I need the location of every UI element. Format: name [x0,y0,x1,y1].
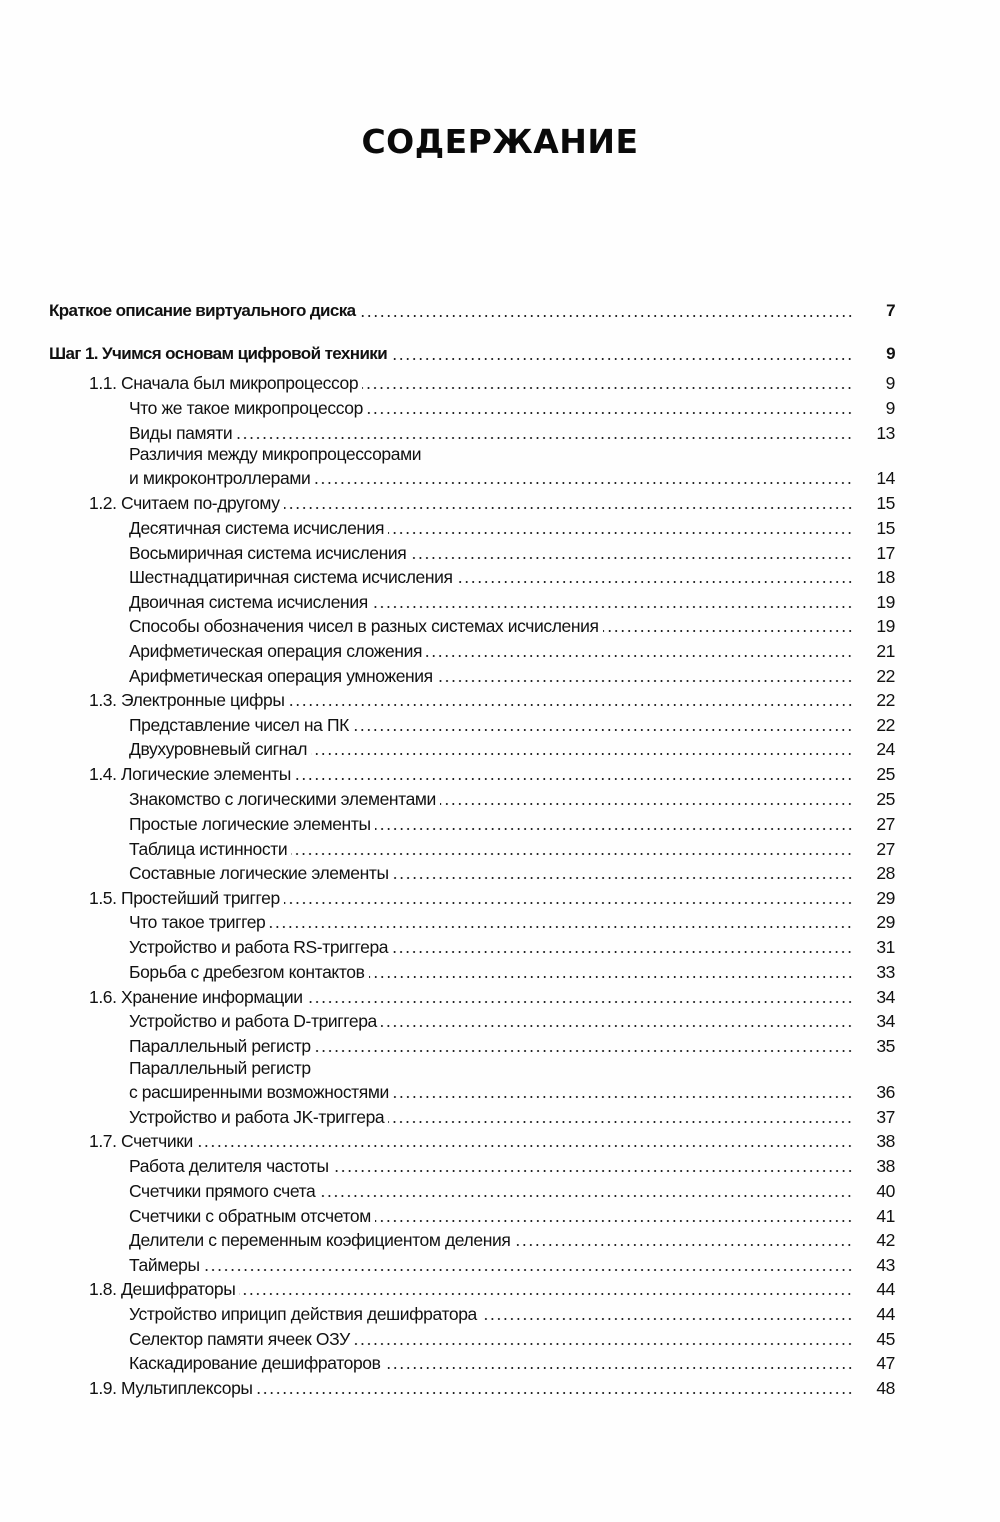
toc-entry-page-number: 9 [886,344,895,363]
toc-entry-label: Виды памяти [129,423,233,443]
toc-subsection-entry[interactable] [49,860,895,884]
toc-entry-label: Простые логические элементы [129,814,371,834]
toc-subsection-entry[interactable] [49,909,895,933]
toc-section-entry[interactable] [49,984,895,1008]
toc-entry-page-number: 29 [876,888,895,908]
toc-entry-page-number: 41 [876,1206,895,1226]
toc-subsection-entry[interactable] [49,1178,895,1202]
toc-subsection-entry[interactable] [49,1203,895,1227]
dot-leader [360,315,853,317]
toc-entry-page-number: 18 [876,567,895,587]
dot-leader [257,1392,853,1394]
toc-entry-page-number: 13 [876,423,895,443]
toc-entry-label: Устройство и работа JK-триггера [129,1107,385,1127]
toc-entry-page-number: 31 [876,937,895,957]
toc-subsection-entry[interactable] [49,736,895,760]
toc-entry-page-number: 45 [876,1329,895,1349]
toc-section-entry[interactable] [49,687,895,711]
toc-entry-label: Шестнадцатиричная система исчисления [129,567,453,587]
toc-section-entry[interactable] [49,1128,895,1152]
toc-entry-label: Шаг 1. Учимся основам цифровой техники [49,344,388,363]
dot-leader [284,507,853,509]
toc-entry-label: и микроконтроллерами [129,468,311,488]
toc-subsection-entry[interactable] [49,1033,895,1057]
toc-entry-label: Что такое триггер [129,912,266,932]
toc-entry-label: 1.1. Сначала был микропроцессор [89,373,359,393]
toc-entry-label: Знакомство с логическими элементами [129,789,436,809]
dot-leader [369,976,853,978]
toc-entry-page-number: 9 [885,398,895,418]
dot-leader [372,606,853,608]
toc-entry-label: 1.8. Дешифраторы [89,1279,236,1299]
dot-leader [319,1195,853,1197]
toc-entry-label: 1.9. Мультиплексоры [89,1378,253,1398]
toc-entry-page-number: 48 [876,1378,895,1398]
dot-leader [295,778,853,780]
dot-leader [375,828,853,830]
toc-entry-page-number: 40 [876,1181,895,1201]
dot-leader [269,926,853,928]
toc-entry-page-number: 9 [885,373,895,393]
dot-leader [367,412,853,414]
dot-leader [385,1367,853,1369]
dot-leader [393,877,853,879]
toc-entry-page-number: 38 [876,1156,895,1176]
dot-leader [437,680,853,682]
dot-leader [381,1025,853,1027]
toc-entry-page-number: 34 [876,987,895,1007]
toc-subsection-entry[interactable] [49,540,895,564]
toc-entry-page-number: 14 [876,468,895,488]
toc-subsection-entry[interactable] [49,959,895,983]
dot-leader [354,1343,853,1345]
toc-entry-page-number: 17 [876,543,895,563]
toc-subsection-entry[interactable] [49,515,895,539]
toc-subsection-entry[interactable] [49,589,895,613]
toc-entry-label: Таблица истинности [129,839,288,859]
toc-entry-label: Борьба с дребезгом контактов [129,962,365,982]
dot-leader [197,1145,853,1147]
dot-leader [391,358,853,360]
toc-subsection-entry[interactable] [49,1153,895,1177]
toc-entry-label: Работа делителя частоты [129,1156,329,1176]
toc-entry-page-number: 24 [876,739,895,759]
dot-leader [314,482,853,484]
dot-leader [333,1170,853,1172]
toc-subsection-entry[interactable] [49,1326,895,1350]
toc-entry-label: Восьмиричная система исчисления [129,543,407,563]
toc-entry-label-line1: Параллельный регистр [129,1058,311,1078]
toc-entry-label: Устройство и работа D-триггера [129,1011,377,1031]
dot-leader [315,1050,853,1052]
toc-entry-page-number: 15 [876,493,895,513]
toc-entry-label: Делители с переменным коэфициентом деления [129,1230,511,1250]
toc-subsection-entry[interactable] [49,1008,895,1032]
toc-entry-label: Десятичная система исчисления [129,518,385,538]
dot-leader [375,1220,853,1222]
toc-subsection-entry[interactable] [49,420,895,444]
toc-entry-label: 1.4. Логические элементы [89,764,291,784]
dot-leader [204,1269,853,1271]
toc-entry-label: 1.3. Электронные цифры [89,690,285,710]
toc-entry-label: 1.6. Хранение информации [89,987,303,1007]
dot-leader [388,532,853,534]
toc-entry-label: Арифметическая операция умножения [129,666,433,686]
toc-entry-page-number: 36 [876,1082,895,1102]
toc-entry-label: Устройство и работа RS-триггера [129,937,389,957]
toc-entry-label: Каскадирование дешифраторов [129,1353,381,1373]
toc-entry-page-number: 22 [876,690,895,710]
toc-subsection-entry[interactable] [49,712,895,736]
toc-entry-label: Представление чисел на ПК [129,715,349,735]
toc-entry-page-number: 21 [876,641,895,661]
toc-subsection-entry[interactable] [49,786,895,810]
toc-entry-label: Селектор памяти ячеек ОЗУ [129,1329,350,1349]
dot-leader [311,753,853,755]
toc-entry-page-number: 28 [876,863,895,883]
dot-leader [236,437,853,439]
dot-leader [284,902,853,904]
dot-leader [481,1318,853,1320]
toc-entry-label: Таймеры [129,1255,200,1275]
dot-leader [440,803,853,805]
toc-entry-label: Способы обозначения чисел в разных системах исчисления [129,616,599,636]
toc-entry-label: 1.2. Считаем по-другому [89,493,280,513]
toc-entry-page-number: 44 [876,1304,895,1324]
toc-section-entry[interactable] [49,1276,895,1300]
toc-entry-page-number: 35 [876,1036,895,1056]
toc-chapter-entry[interactable] [49,298,895,322]
dot-leader [457,581,853,583]
toc-entry-page-number: 19 [876,616,895,636]
toc-entry-page-number: 27 [876,839,895,859]
dot-leader [393,1096,853,1098]
dot-leader [362,387,853,389]
toc-entry-page-number: 15 [876,518,895,538]
toc-subsection-entry[interactable] [49,934,895,958]
toc-entry-page-number: 22 [876,666,895,686]
dot-leader [289,704,853,706]
toc-entry-page-number: 42 [876,1230,895,1250]
dot-leader [514,1244,853,1246]
toc-entry-page-number: 25 [876,789,895,809]
toc-subsection-entry[interactable] [49,638,895,662]
toc-subsection-entry[interactable] [49,395,895,419]
toc-entry-page-number: 25 [876,764,895,784]
toc-subsection-entry[interactable] [49,836,895,860]
toc-entry-page-number: 43 [876,1255,895,1275]
dot-leader [388,1121,853,1123]
toc-entry-label: Устройство иприцип действия дешифратора [129,1304,477,1324]
dot-leader [603,630,853,632]
toc-entry-page-number: 27 [876,814,895,834]
toc-entry-page-number: 29 [876,912,895,932]
toc-subsection-entry[interactable] [49,1252,895,1276]
toc-entry-label: Краткое описание виртуального диска [49,301,356,320]
dot-leader [426,655,853,657]
toc-section-entry[interactable] [49,885,895,909]
toc-entry-label: Арифметическая операция сложения [129,641,423,661]
toc-entry-label: Счетчики прямого счета [129,1181,316,1201]
toc-entry-page-number: 44 [876,1279,895,1299]
dot-leader [410,557,853,559]
toc-subsection-entry[interactable] [49,811,895,835]
dot-leader [392,951,853,953]
toc-subsection-entry[interactable] [49,1350,895,1374]
toc-entry-label: Двоичная система исчисления [129,592,368,612]
toc-section-entry[interactable] [49,370,895,394]
toc-subsection-entry[interactable] [49,613,895,637]
toc-entry-label: Счетчики с обратным отсчетом [129,1206,371,1226]
toc-entry-label: Что же такое микропроцессор [129,398,363,418]
toc-chapter-entry[interactable] [49,341,895,365]
toc-subsection-entry[interactable] [49,1079,895,1103]
toc-subsection-entry[interactable] [49,1301,895,1325]
toc-entry-page-number: 38 [876,1131,895,1151]
toc-entry-label: 1.5. Простейший триггер [89,888,280,908]
toc-entry-label: Параллельный регистр [129,1036,311,1056]
toc-section-entry[interactable] [49,761,895,785]
toc-entry-label: Двухуровневый сигнал [129,739,308,759]
toc-subsection-entry[interactable] [49,1104,895,1128]
toc-entry-label: Составные логические элементы [129,863,389,883]
toc-subsection-entry[interactable] [49,564,895,588]
dot-leader [239,1293,853,1295]
toc-subsection-entry[interactable] [49,465,895,489]
toc-entry-label-line1: Различия между микропроцессорами [129,444,422,464]
dot-leader [353,729,853,731]
toc-entry-page-number: 19 [876,592,895,612]
toc-section-entry[interactable] [49,490,895,514]
toc-entry-page-number: 22 [876,715,895,735]
toc-entry-page-number: 7 [886,301,895,320]
toc-entry-page-number: 34 [876,1011,895,1031]
dot-leader [307,1001,853,1003]
toc-subsection-entry[interactable] [49,663,895,687]
toc-subsection-entry[interactable] [49,1227,895,1251]
dot-leader [291,853,853,855]
toc-entry-page-number: 37 [876,1107,895,1127]
toc-entry-label: 1.7. Счетчики [89,1131,193,1151]
toc-section-entry[interactable] [49,1375,895,1399]
toc-entry-label: с расширенными возможностями [129,1082,389,1102]
toc-entry-page-number: 33 [876,962,895,982]
toc-entry-page-number: 47 [876,1353,895,1373]
page-title: СОДЕРЖАНИЕ [361,122,639,161]
